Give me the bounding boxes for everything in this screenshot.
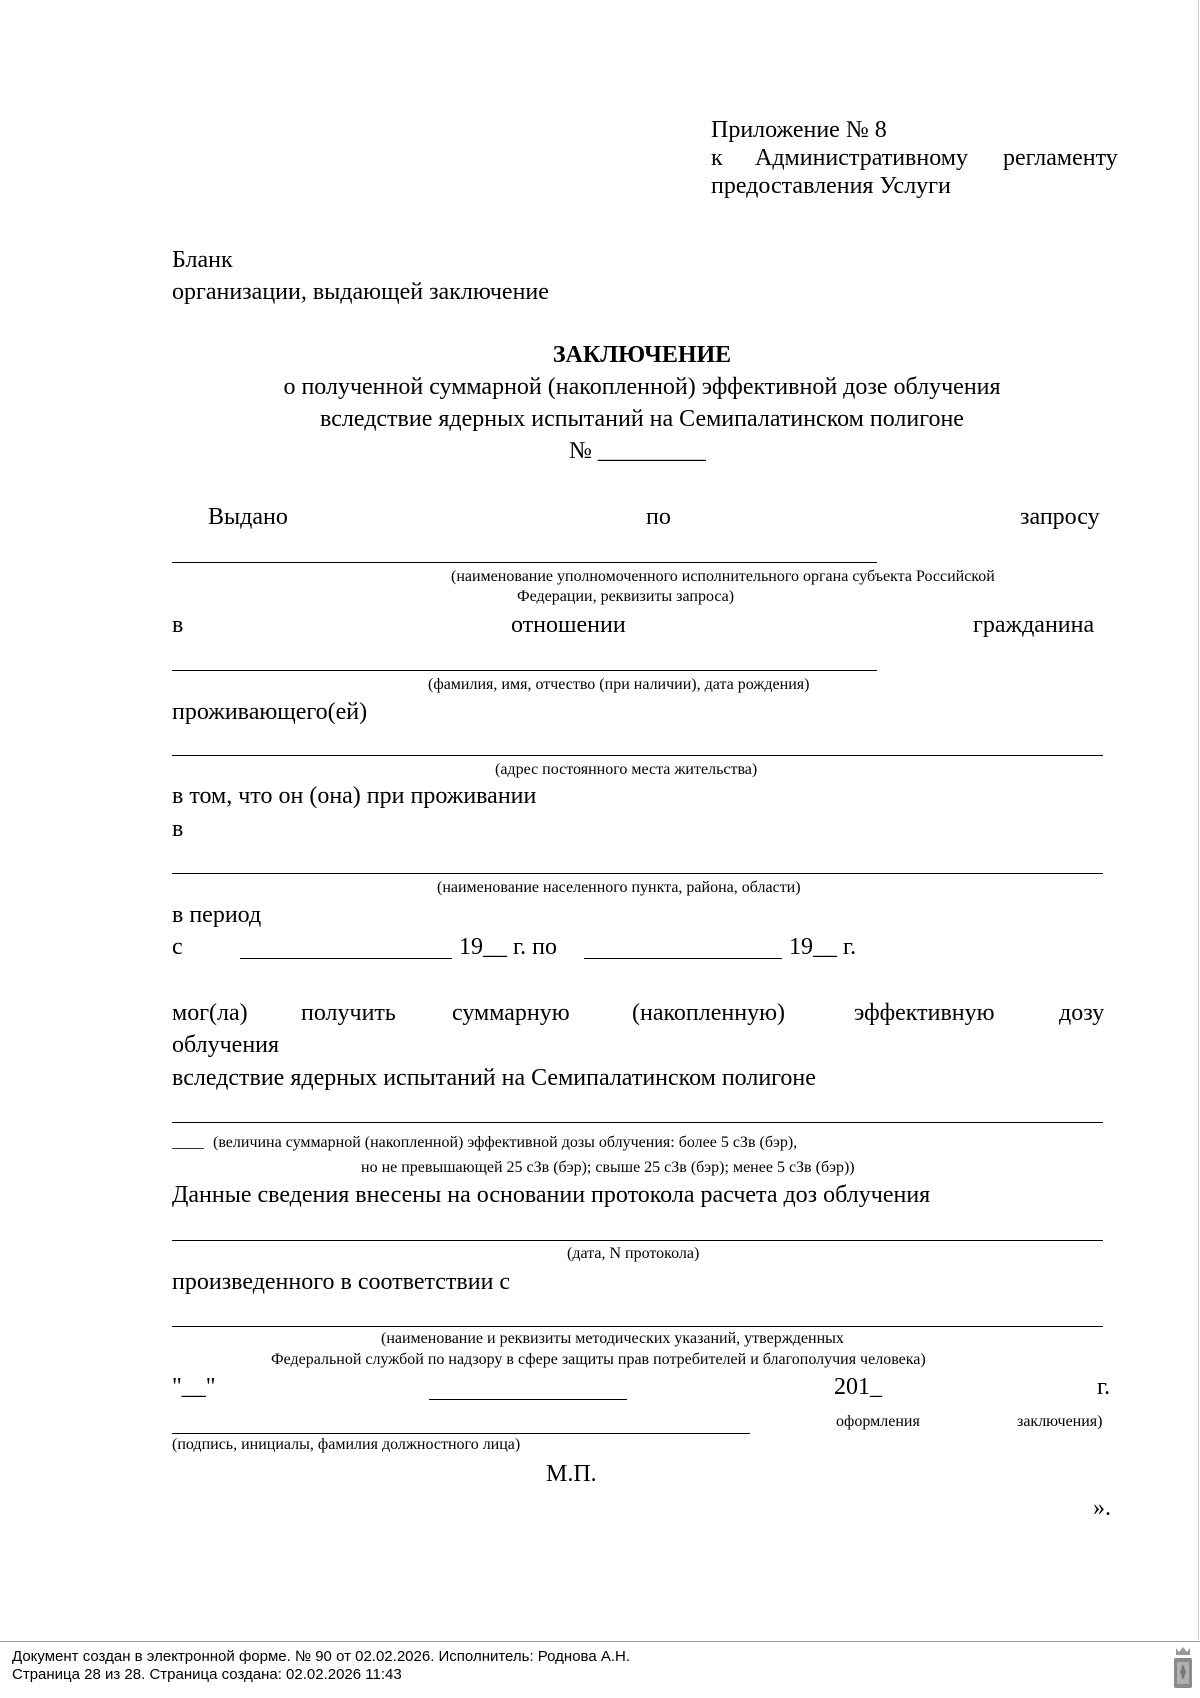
appendix-line2-mid: Административному: [755, 145, 968, 171]
dose-word3: суммарную: [452, 1000, 570, 1026]
residence-caption: (адрес постоянного места жительства): [495, 761, 758, 778]
title-line1: о полученной суммарной (накопленной) эффективной дозе облучения: [283, 374, 1001, 400]
basis-line: Данные сведения внесены на основании протокола расчета доз облучения: [172, 1182, 931, 1208]
appendix-line3: предоставления Услуги: [711, 173, 951, 199]
living-line1: в том, что он (она) при проживании: [172, 783, 537, 809]
dose-field-line: [172, 1122, 1103, 1123]
issued-word3: запросу: [1020, 504, 1100, 530]
date-caption-left: оформления: [836, 1413, 920, 1430]
dose-word4: (накопленную): [632, 1000, 786, 1026]
citizen-word1: в: [172, 612, 184, 638]
citizen-word2: отношении: [511, 612, 626, 638]
citizen-caption: (фамилия, имя, отчество (при наличии), дата рождения): [428, 676, 810, 693]
method-caption2: Федеральной службой по надзору в сфере защиты прав потребителей и благополучия человека): [271, 1351, 926, 1368]
stamp-place: М.П.: [546, 1461, 597, 1487]
method-caption1: (наименование и реквизиты методических указаний, утвержденных: [381, 1330, 844, 1347]
period-year1: 19__ г. по: [459, 934, 557, 960]
settlement-field-line: [172, 873, 1103, 874]
residence-label: проживающего(ей): [172, 699, 368, 725]
footer-line2: Страница 28 из 28. Страница создана: 02.02.2026 11:43: [12, 1666, 402, 1683]
blank-label: Бланк: [172, 247, 233, 273]
footer-divider: [0, 1641, 1200, 1642]
period-label: в период: [172, 902, 262, 928]
date-caption-right: заключения): [1017, 1413, 1103, 1430]
method-line: произведенного в соответствии с: [172, 1269, 511, 1295]
blank-organization: организации, выдающей заключение: [172, 279, 549, 305]
signature-field-line: [172, 1433, 750, 1434]
dose-word6: дозу: [1059, 1000, 1105, 1026]
protocol-caption: (дата, N протокола): [567, 1245, 700, 1262]
method-field-line: [172, 1326, 1103, 1327]
citizen-word3: гражданина: [973, 612, 1095, 638]
issuer-caption2: Федерации, реквизиты запроса): [517, 588, 735, 605]
citizen-field-line: [172, 670, 877, 671]
dose-blank-prefix: ____: [172, 1134, 204, 1151]
period-from-label: с: [172, 934, 183, 960]
period-to-field-line: [584, 958, 782, 959]
issued-word1: Выдано: [208, 504, 288, 530]
issuer-caption1: (наименование уполномоченного исполнительного органа субъекта Российской: [451, 568, 995, 585]
residence-field-line: [172, 755, 1103, 756]
date-year: 201_: [834, 1374, 882, 1400]
dose-word5: эффективную: [854, 1000, 995, 1026]
living-line2: в: [172, 816, 184, 842]
dose-caption1: (величина суммарной (накопленной) эффективной дозы облучения: более 5 сЗв (бэр),: [213, 1134, 798, 1151]
page-edge: [1198, 0, 1199, 1640]
appendix-number: Приложение № 8: [711, 117, 887, 143]
footer-line1: Документ создан в электронной форме. № 90 от 02.02.2026. Исполнитель: Роднова А.Н.: [12, 1648, 631, 1665]
dose-line2: облучения: [172, 1032, 280, 1058]
signature-caption: (подпись, инициалы, фамилия должностного лица): [172, 1436, 521, 1453]
protocol-field-line: [172, 1240, 1103, 1241]
issuer-field-line: [172, 562, 877, 563]
document-title: ЗАКЛЮЧЕНИЕ: [552, 342, 732, 368]
appendix-line2-left: к: [711, 145, 723, 171]
appendix-line2-right: регламенту: [1003, 145, 1118, 171]
dose-word1: мог(ла): [172, 1000, 248, 1026]
title-line2: вследствие ядерных испытаний на Семипалатинском полигоне: [320, 406, 964, 432]
date-month-field-line: [429, 1399, 627, 1400]
period-year2: 19__ г.: [789, 934, 857, 960]
settlement-caption: (наименование населенного пункта, района, области): [437, 879, 801, 896]
title-number: № _________: [569, 438, 706, 464]
closing-quote: ».: [1093, 1495, 1111, 1521]
date-year-suffix: г.: [1097, 1374, 1111, 1400]
issued-word2: по: [646, 504, 671, 530]
date-day: "__": [172, 1374, 216, 1400]
dose-word2: получить: [301, 1000, 396, 1026]
coat-of-arms-icon: [1172, 1646, 1194, 1690]
period-from-field-line: [240, 958, 452, 959]
dose-caption2: но не превышающей 25 сЗв (бэр); свыше 25 сЗв (бэр); менее 5 сЗв (бэр)): [361, 1159, 855, 1176]
dose-line3: вследствие ядерных испытаний на Семипалатинском полигоне: [172, 1065, 816, 1091]
